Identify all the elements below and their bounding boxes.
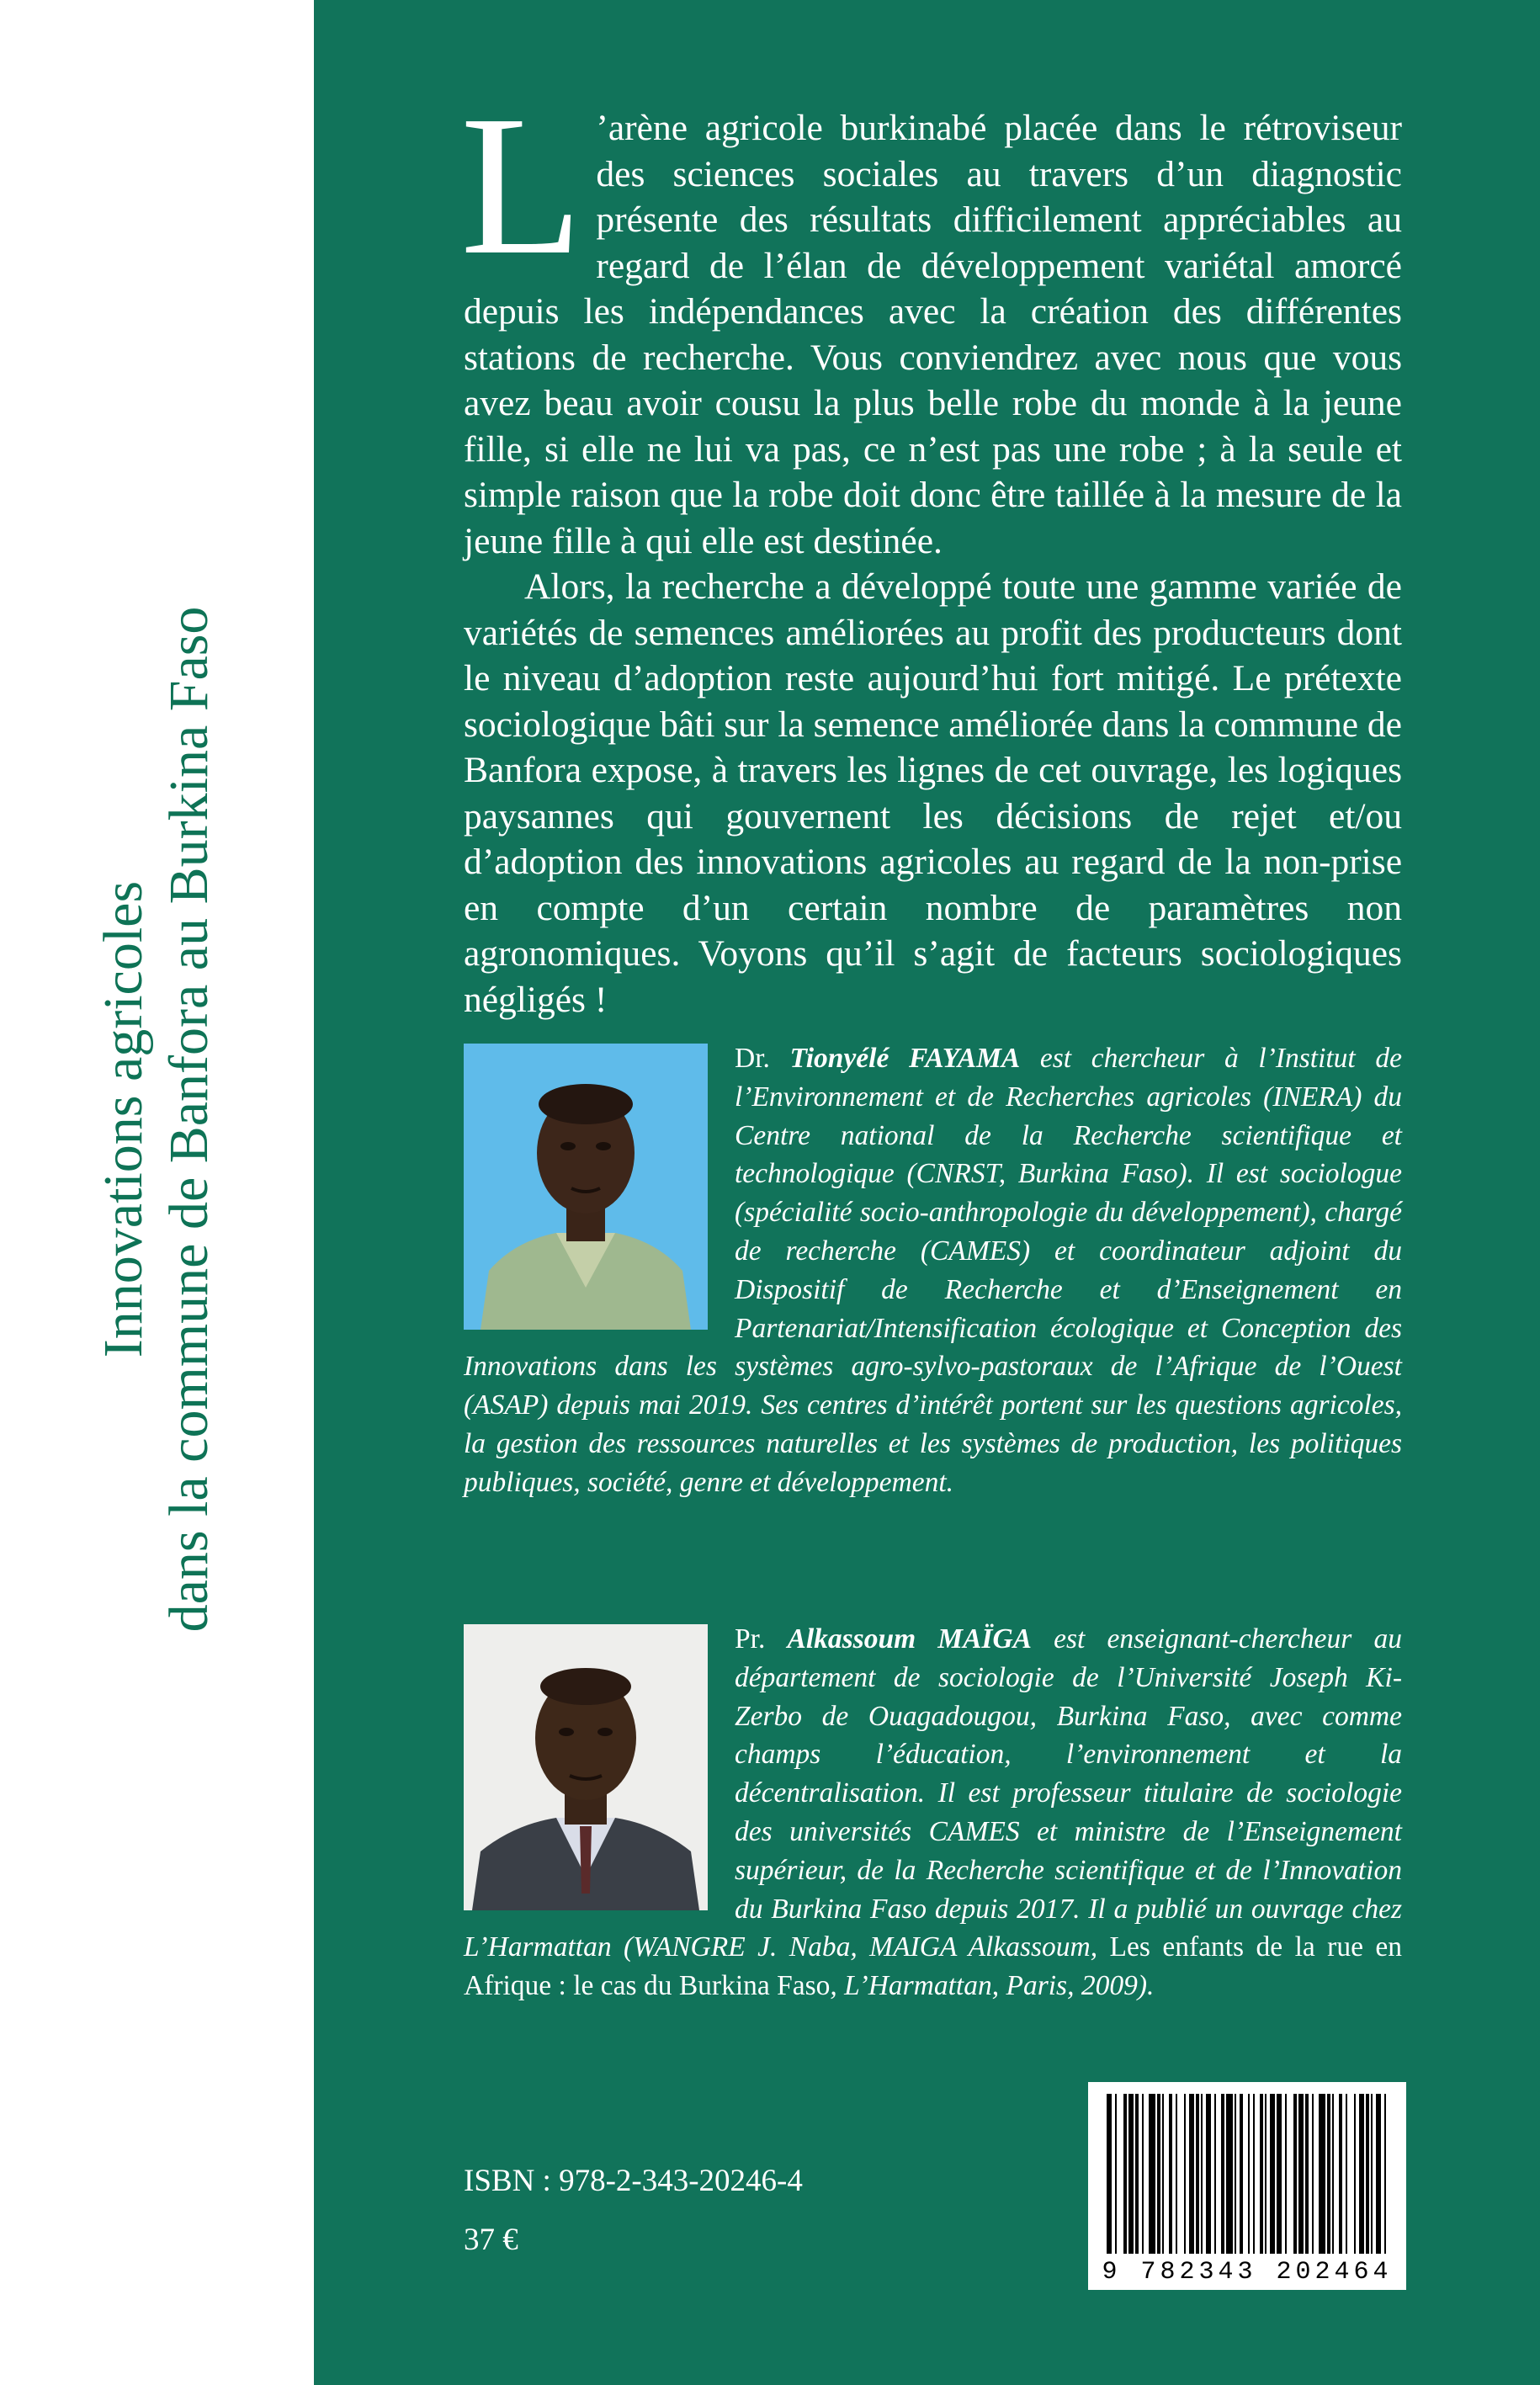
isbn: ISBN : 978-2-343-20246-4 bbox=[464, 2164, 803, 2198]
barcode-bar bbox=[1327, 2094, 1330, 2254]
barcode-bar bbox=[1240, 2094, 1243, 2254]
barcode-bar bbox=[1248, 2094, 1250, 2254]
spine-title-line2: dans la commune de Banfora au Burkina Faso bbox=[158, 606, 220, 1633]
author-portrait-2-icon bbox=[464, 1624, 708, 1910]
barcode-bar bbox=[1253, 2094, 1255, 2254]
author2-prefix: Pr. bbox=[735, 1623, 788, 1655]
drop-cap: L bbox=[460, 75, 583, 296]
barcode-bar bbox=[1123, 2094, 1127, 2254]
barcode-bar bbox=[1384, 2094, 1386, 2254]
author-bio-2 bbox=[464, 1620, 1402, 2005]
author1-prefix: Dr. bbox=[735, 1043, 790, 1074]
author2-name: Alkassoum MAÏGA bbox=[787, 1623, 1032, 1655]
barcode-bar bbox=[1293, 2094, 1297, 2254]
barcode-bar bbox=[1235, 2094, 1236, 2254]
barcode-bar bbox=[1359, 2094, 1364, 2254]
barcode-bar bbox=[1270, 2094, 1275, 2254]
barcode-bar bbox=[1157, 2094, 1160, 2254]
barcode-bar bbox=[1176, 2094, 1177, 2254]
barcode-bar bbox=[1149, 2094, 1155, 2254]
spine-title-line1: Innovations agricoles bbox=[93, 880, 155, 1358]
barcode-bar bbox=[1128, 2094, 1134, 2254]
blurb bbox=[460, 75, 1402, 1023]
barcode-bar bbox=[1221, 2094, 1224, 2254]
barcode-bar bbox=[1312, 2094, 1314, 2254]
barcode-bar bbox=[1346, 2094, 1347, 2254]
barcode-bar bbox=[1162, 2094, 1164, 2254]
author2-bio-end: , L’Harmattan, Paris, 2009). bbox=[830, 1970, 1155, 2002]
author-portrait-1-icon bbox=[464, 1044, 708, 1330]
barcode-bar bbox=[1135, 2094, 1139, 2254]
author2-bio: est enseignant-chercheur au département de sociologie de l’Université Joseph Ki-Zerbo de Ouagadougou, Burkina Faso, avec comme champs l’éducation, l’environnement et la décentralisation. Il est professeur titulaire de sociologie des universités CAMES et ministre de l’Enseignement supérieur, de la Recherche scientifique et de l’Innovation du Burkina Faso depuis 2017. Il a publié un ouvrage chez L’Harmattan (WANGRE J. Naba, MAIGA Alkassoum, bbox=[464, 1623, 1402, 1963]
barcode-digits: 9 782343 202464 bbox=[1102, 2258, 1393, 2287]
barcode-bar bbox=[1107, 2094, 1112, 2254]
back-cover bbox=[314, 0, 1540, 2385]
barcode-bar bbox=[1332, 2094, 1334, 2254]
barcode bbox=[1088, 2082, 1406, 2290]
barcode-bar bbox=[1142, 2094, 1144, 2254]
barcode-bar bbox=[1319, 2094, 1325, 2254]
author-photo-1 bbox=[464, 1044, 708, 1330]
barcode-bar bbox=[1115, 2094, 1117, 2254]
barcode-bar bbox=[1260, 2094, 1263, 2254]
barcode-bar bbox=[1339, 2094, 1342, 2254]
barcode-bar bbox=[1201, 2094, 1203, 2254]
blurb-paragraph-2: Alors, la recherche a développé toute une gamme variée de variétés de semences améliorées au profit des producteurs dont le niveau d’adoption reste aujourd’hui fort mitigé. Le prétexte sociologique bâti sur la semence améliorée dans la commune de Banfora expose, à travers les lignes de cet ouvrage, les logiques paysannes qui gouvernent les décisions de rejet et/ou d’adoption des innovations agricoles au regard de la non-prise en compte d’un certain nombre de paramètres non agronomiques. Voyons qu’il s’agit de facteurs sociologiques négligés ! bbox=[464, 566, 1402, 1020]
barcode-bar bbox=[1366, 2094, 1369, 2254]
barcode-bar bbox=[1169, 2094, 1172, 2254]
blurb-paragraph-1 bbox=[460, 75, 1402, 564]
blurb-paragraph-1-text: ’arène agricole burkinabé placée dans le rétroviseur des sciences sociales au travers d’un diagnostic présente des résultats difficilement appréciables au regard de l’élan de développement variétal amorcé depuis les indépendances avec la création des différentes stations de recherche. Vous conviendrez avec nous que vous avez beau avoir cousu la plus belle robe du monde à la jeune fille, si elle ne lui va pas, ce n’est pas une robe ; à la seule et simple raison que la robe doit donc être taillée à la mesure de la jeune fille à qui elle est destinée. bbox=[464, 108, 1402, 561]
spine-title bbox=[91, 67, 222, 2171]
barcode-bar bbox=[1298, 2094, 1304, 2254]
author2-book-title: Les enfants de la rue en Afrique : le cas du Burkina Faso bbox=[464, 1931, 1403, 2002]
author-photo-2 bbox=[464, 1624, 708, 1910]
barcode-bar bbox=[1196, 2094, 1199, 2254]
barcode-bar bbox=[1265, 2094, 1267, 2254]
barcode-bar bbox=[1189, 2094, 1194, 2254]
book-spine bbox=[0, 0, 314, 2385]
barcode-bar bbox=[1354, 2094, 1356, 2254]
barcode-bar bbox=[1184, 2094, 1186, 2254]
author1-bio: est chercheur à l’Institut de l’Environnement et de Recherches agricoles (INERA) du Centre national de la Recherche scientifique et technologique (CNRST, Burkina Faso). Il est sociologue (spécialité socio-anthropologie du développement), chargé de recherche (CAMES) et coordinateur adjoint du Dispositif de Recherche et d’Enseignement en Partenariat/Intensification écologique et Conception des Innovations dans les systèmes agro-sylvo-pastoraux de l’Afrique de l’Ouest (ASAP) depuis mai 2019. Ses centres d’intérêt portent sur les questions agricoles, la gestion des ressources naturelles et les systèmes de production, les politiques publiques, société, genre et développement. bbox=[464, 1043, 1403, 1498]
barcode-bar bbox=[1371, 2094, 1373, 2254]
author-bio-1 bbox=[464, 1039, 1402, 1502]
barcode-bar bbox=[1214, 2094, 1216, 2254]
barcode-bar bbox=[1305, 2094, 1309, 2254]
barcode-bar bbox=[1277, 2094, 1282, 2254]
barcode-bar bbox=[1285, 2094, 1287, 2254]
barcode-bar bbox=[1376, 2094, 1381, 2254]
author1-name: Tionyélé FAYAMA bbox=[789, 1043, 1021, 1074]
barcode-bar bbox=[1226, 2094, 1233, 2254]
barcode-bar bbox=[1206, 2094, 1211, 2254]
price: 37 € bbox=[464, 2223, 518, 2257]
